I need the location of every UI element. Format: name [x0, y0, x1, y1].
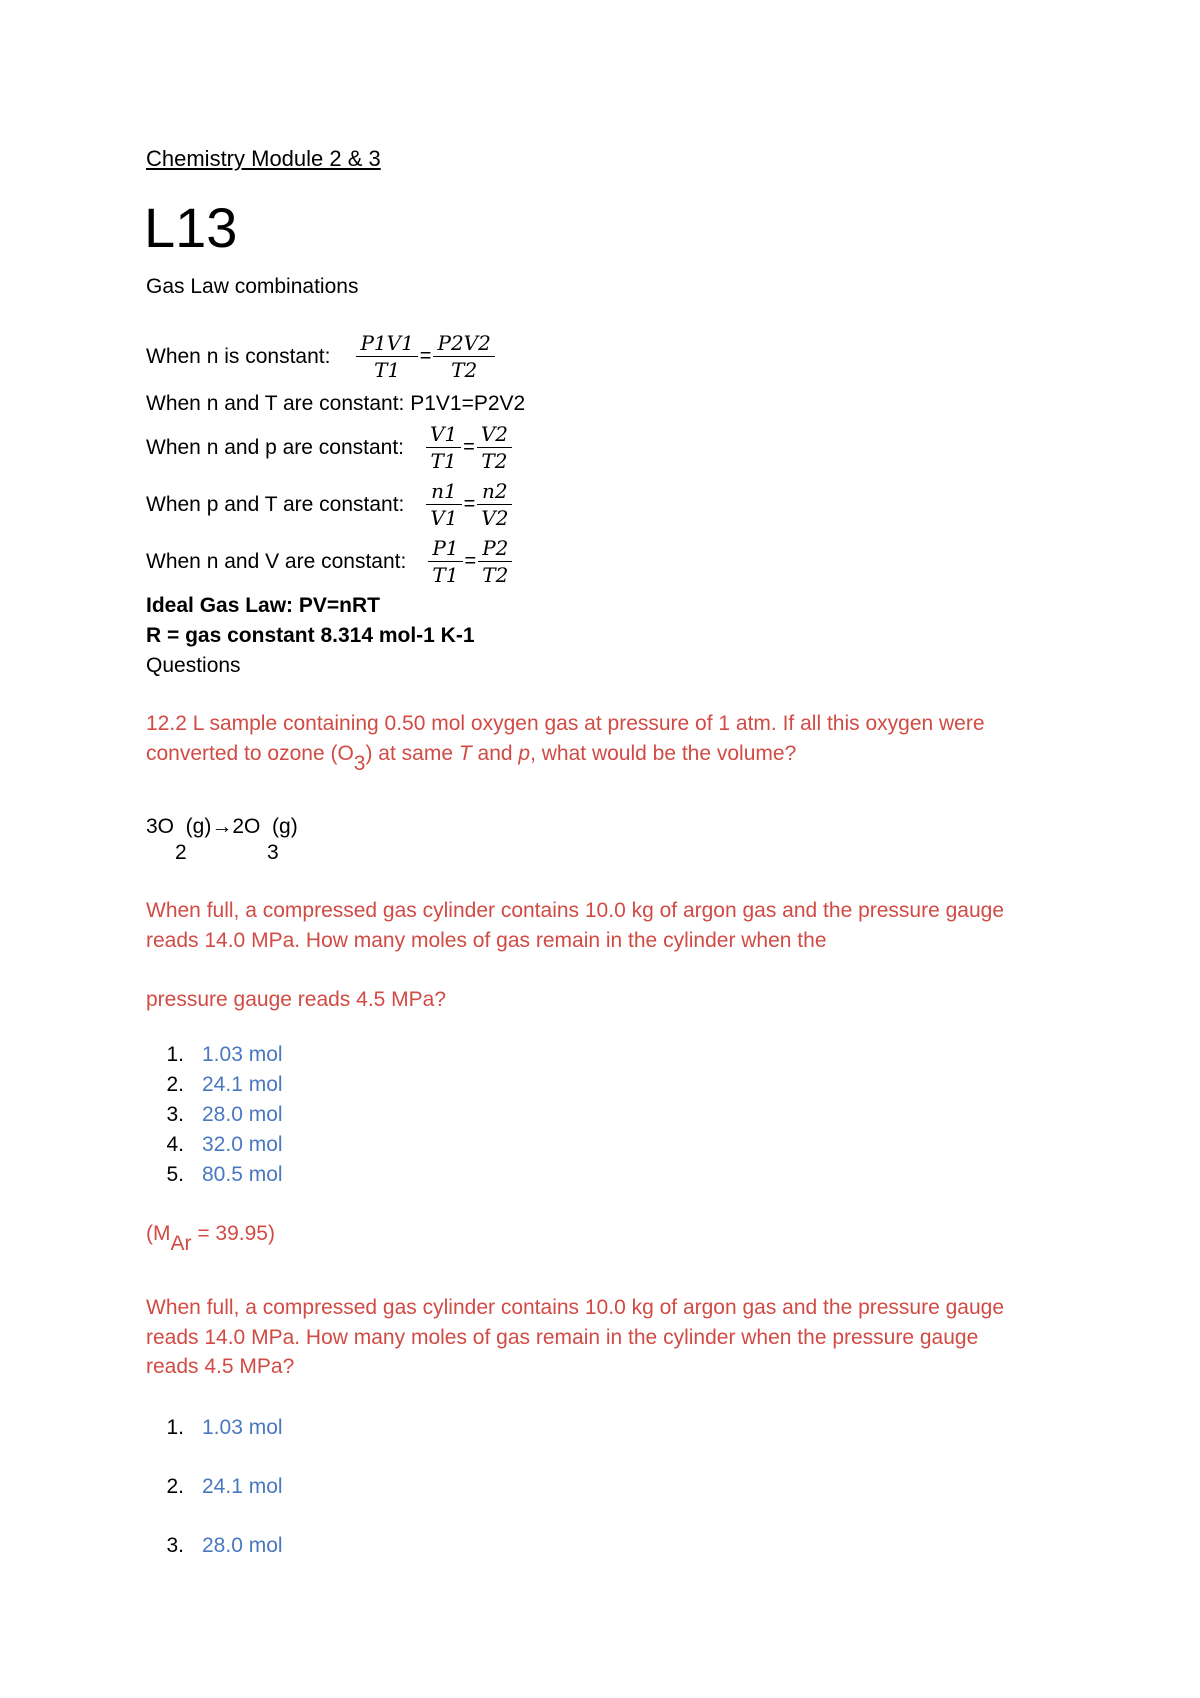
question-2-line-3: pressure gauge reads 4.5 MPa? — [146, 988, 447, 1011]
answer-2-item-1 — [146, 1413, 283, 1443]
list-item: 2. 24.1 mol — [166, 1475, 283, 1498]
lecture-heading: L13 — [144, 196, 238, 259]
answer-2-item-3 — [146, 1531, 283, 1561]
fraction-lhs: $\frac{V1}{T1}$ — [426, 421, 461, 474]
law-label: When n is constant: — [146, 344, 331, 368]
law-p-t-constant — [146, 478, 512, 531]
reaction-equation: 3O (g)→2O (g) — [146, 815, 298, 838]
equals-sign: = — [463, 493, 476, 515]
law-n-t-constant: When n and T are constant: P1V1=P2V2 — [146, 392, 526, 415]
fraction-rhs: $\frac{n2}{V2}$ — [477, 478, 512, 531]
equals-sign: = — [419, 345, 432, 367]
question-1-line-2: converted to ozone (O3) at same T and p, what would be the volume? — [146, 742, 797, 775]
list-item: 1. 1.03 mol — [166, 1416, 283, 1439]
fraction-lhs: $\frac{n1}{V1}$ — [426, 478, 461, 531]
answer-list-1 — [146, 1040, 283, 1190]
question-2-line-1: When full, a compressed gas cylinder contains 10.0 kg of argon gas and the pressure gauge — [146, 899, 1005, 922]
fraction-rhs: $\frac{V2}{T2}$ — [477, 421, 512, 474]
ideal-gas-law: Ideal Gas Law: PV=nRT — [146, 594, 380, 617]
law-n-constant — [146, 330, 495, 383]
fraction-rhs: $\frac{P2}{T2}$ — [478, 535, 512, 588]
answer-2-item-2 — [146, 1472, 283, 1502]
document-title: Chemistry Module 2 & 3 — [146, 146, 381, 171]
gas-constant: R = gas constant 8.314 mol-1 K-1 — [146, 624, 475, 647]
question-3-line-1: When full, a compressed gas cylinder contains 10.0 kg of argon gas and the pressure gauge — [146, 1296, 1005, 1319]
question-1-line-1: 12.2 L sample containing 0.50 mol oxygen gas at pressure of 1 atm. If all this oxygen were — [146, 712, 985, 735]
molar-mass-argon: (MAr = 39.95) — [146, 1222, 275, 1255]
law-label: When p and T are constant: — [146, 492, 405, 516]
question-3-line-3: reads 4.5 MPa? — [146, 1355, 295, 1378]
list-item: 4. 32.0 mol — [166, 1133, 283, 1156]
list-item: 3. 28.0 mol — [166, 1534, 283, 1557]
list-item: 2. 24.1 mol — [166, 1073, 283, 1096]
equals-sign: = — [464, 550, 477, 572]
law-label: When n and V are constant: — [146, 549, 407, 573]
list-item: 1. 1.03 mol — [166, 1043, 283, 1066]
reaction-subscript-3: 3 — [267, 841, 279, 864]
fraction-lhs: $\frac{P1V1}{T1}$ — [356, 330, 417, 383]
question-3-line-2: reads 14.0 MPa. How many moles of gas remain in the cylinder when the pressure gauge — [146, 1326, 979, 1349]
fraction-lhs: $\frac{P1}{T1}$ — [428, 535, 462, 588]
list-item: 3. 28.0 mol — [166, 1103, 283, 1126]
law-n-v-constant — [146, 535, 512, 588]
question-2-line-2: reads 14.0 MPa. How many moles of gas remain in the cylinder when the — [146, 929, 827, 952]
reaction-subscript-2: 2 — [175, 841, 187, 864]
fraction-rhs: $\frac{P2V2}{T2}$ — [433, 330, 494, 383]
law-n-p-constant — [146, 421, 512, 474]
questions-heading: Questions — [146, 654, 241, 677]
section-heading: Gas Law combinations — [146, 275, 359, 298]
equals-sign: = — [463, 436, 475, 458]
law-label: When n and p are constant: — [146, 435, 404, 459]
list-item: 5. 80.5 mol — [166, 1163, 283, 1186]
